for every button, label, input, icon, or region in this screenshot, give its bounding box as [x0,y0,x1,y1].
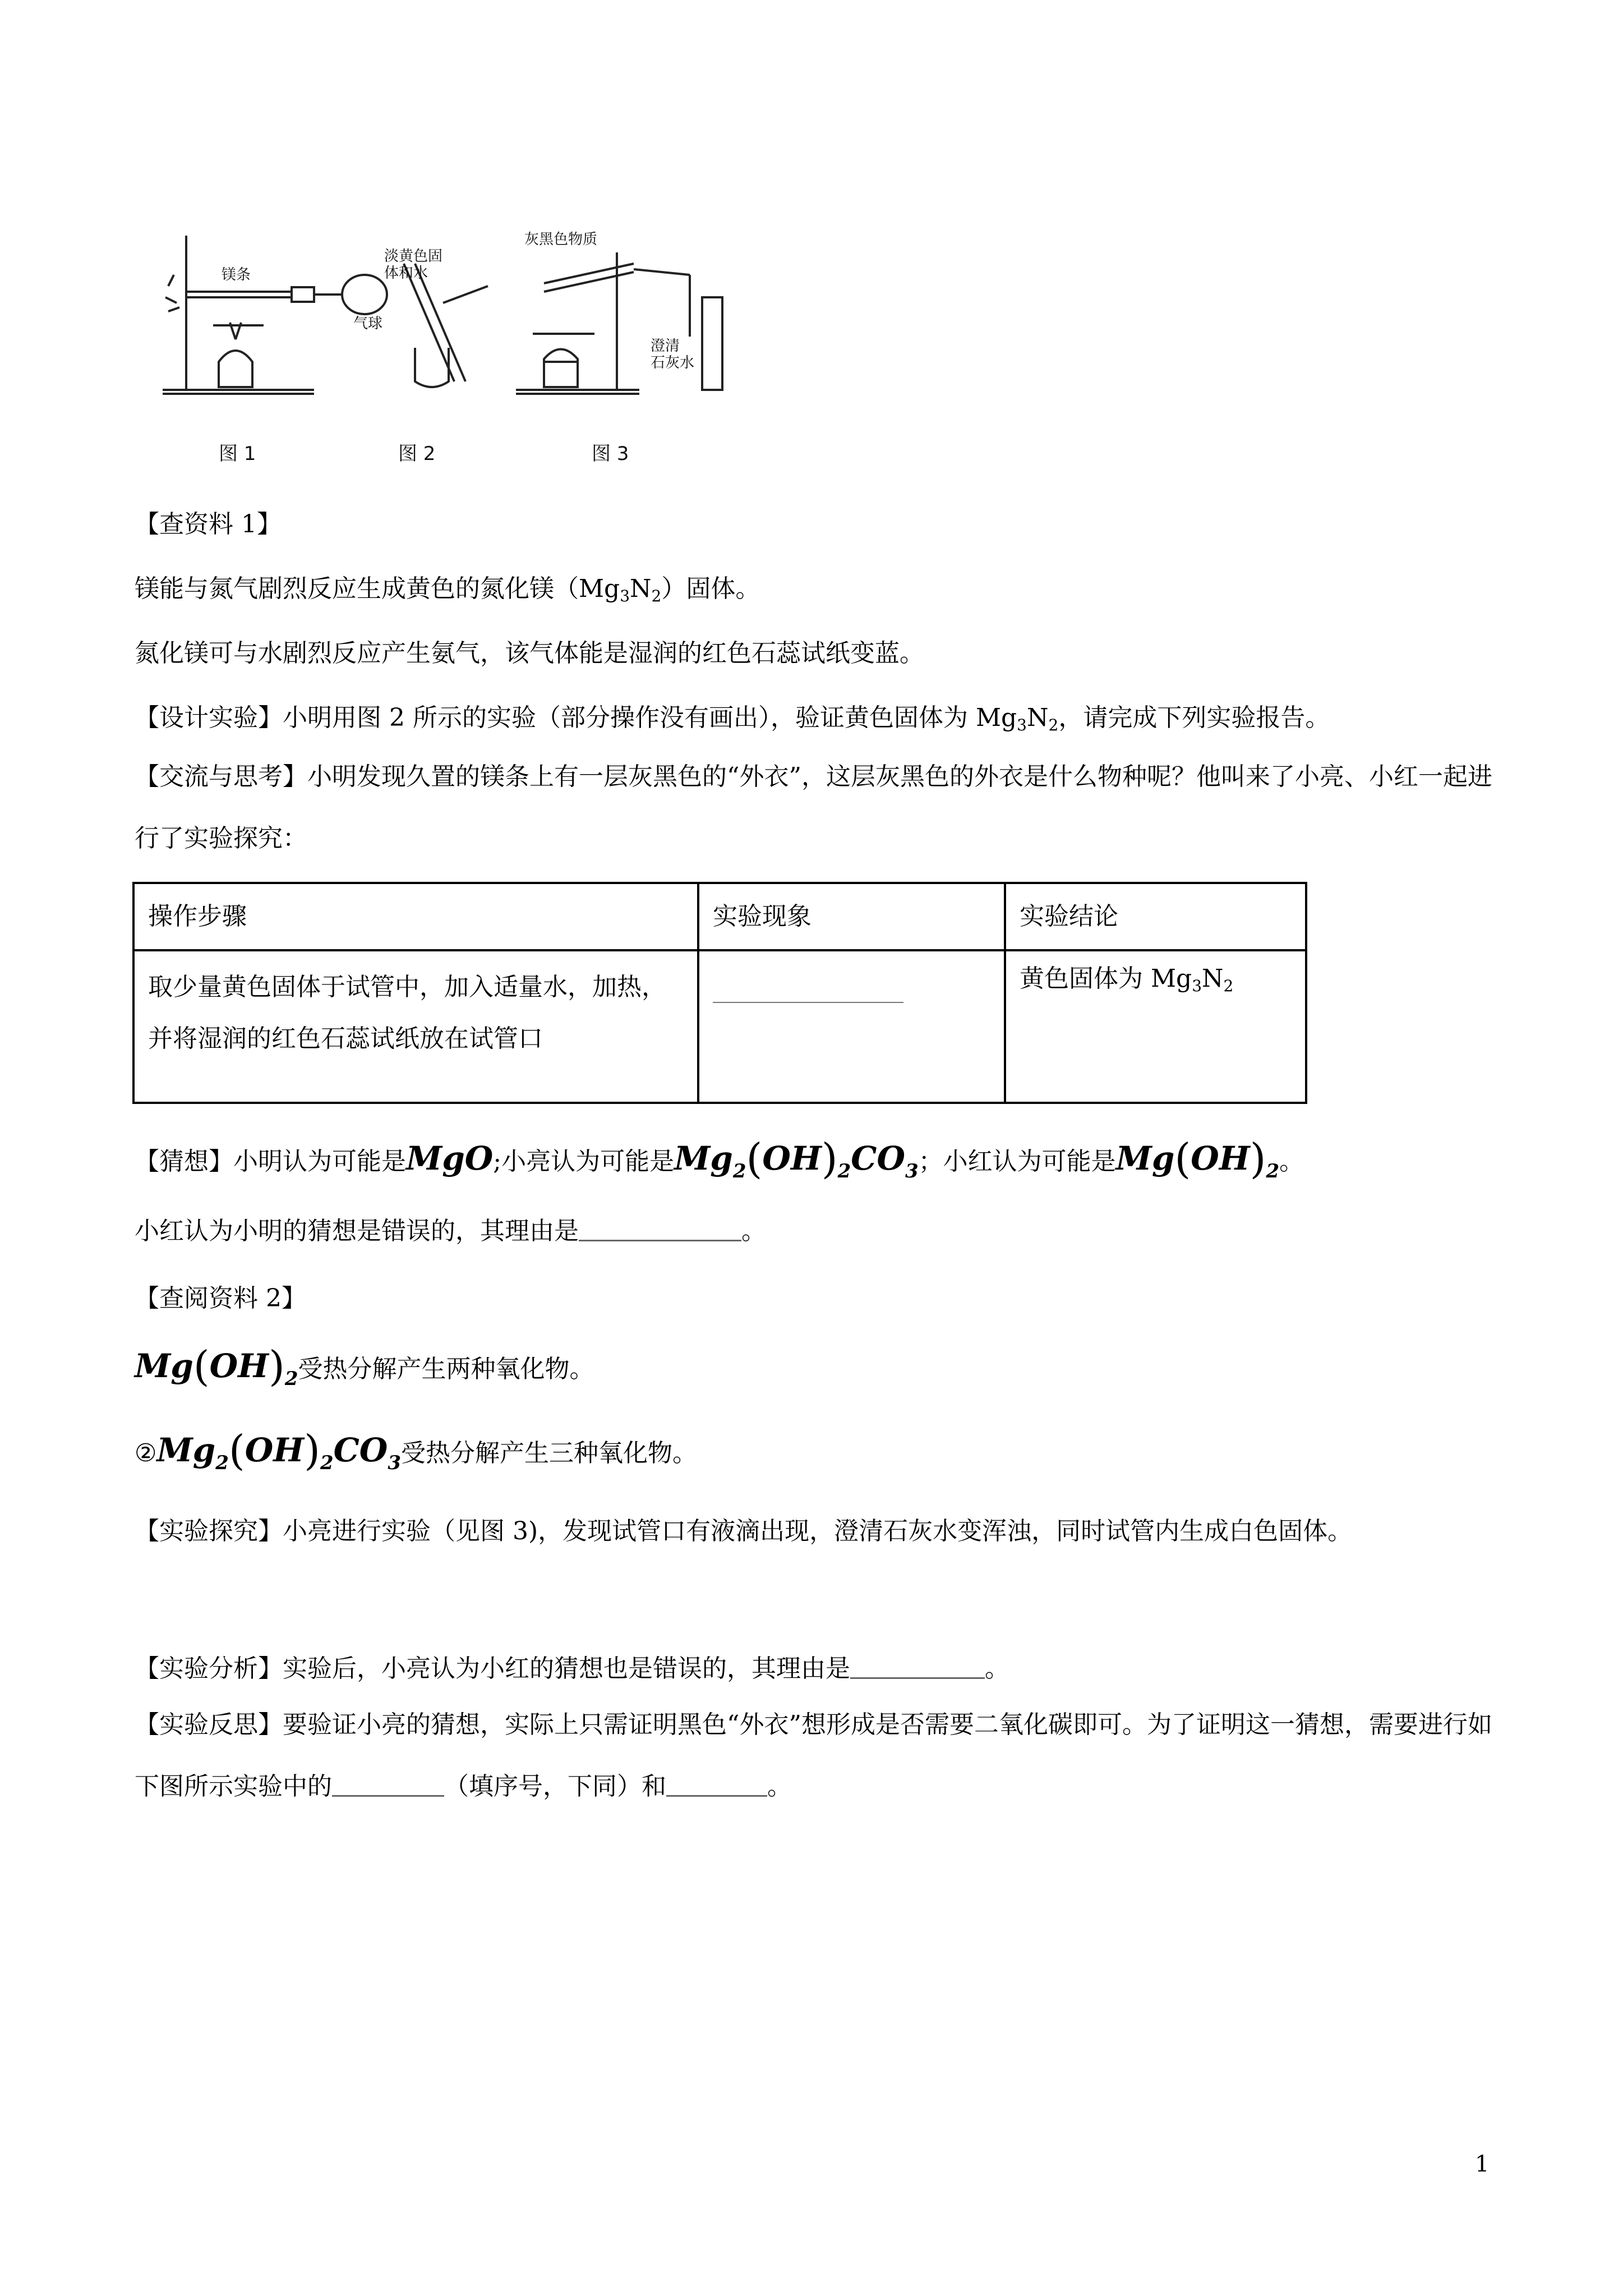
page-number: 1 [1475,2151,1490,2177]
paragraph-hypothesis: 【猜想】小明认为可能是MgO;小亮认为可能是$Mg_2(OH)_2CO_3$；小红认为可能是$Mg(OH)_2$。 [135,1135,1304,1183]
fig2-caption: 图 2 [398,443,436,465]
answer-blank-1[interactable] [579,1217,741,1241]
fig3-label-a: 灰黑色物质 [524,231,598,248]
header-phenomenon: 实验现象 [698,883,1005,950]
header-steps: 操作步骤 [133,883,698,950]
fig1-label-b: 气球 [353,315,383,332]
table-header-row [133,883,1306,950]
fig3-caption: 图 3 [592,443,629,465]
cell-phenomenon-blank[interactable] [698,950,1005,1103]
cell-conclusion: 黄色固体为 $Mg_3N_2$ [1005,950,1306,1103]
answer-blank-4[interactable] [666,1773,767,1797]
paragraph-ammonia: 氮化镁可与水剧烈反应产生氨气，该气体能是湿润的红色石蕊试纸变蓝。 [135,639,924,668]
formula-basic-carbonate: $Mg_2(OH)_2CO_3$ [674,1135,919,1183]
fig2-label-b: 体和水 [384,265,428,282]
formula-hydroxide-2: $Mg(OH)_2$ [135,1342,298,1391]
paragraph-design-experiment: 【设计实验】小明用图 2 所示的实验（部分操作没有画出），验证黄色固体为 $Mg_3N_2$，请完成下列实验报告。 [135,703,1330,734]
cell-step: 取少量黄色固体于试管中，加入适量水，加热，并将湿润的红色石蕊试纸放在试管口 [133,950,698,1103]
header-conclusion: 实验结论 [1005,883,1306,950]
paragraph-magnesium-nitride: 镁能与氮气剧烈反应生成黄色的氮化镁$(Mg_3N_2)$固体。 [135,574,760,605]
fig3-label-b: 澄清 [651,338,680,355]
apparatus-drawing [151,219,740,482]
experiment-report-table [132,882,1307,1104]
table-row [133,950,1306,1103]
fig3-label-c: 石灰水 [651,355,695,371]
heading-data-1: 【查资料 1】 [135,510,282,539]
paragraph-experiment-explore: 【实验探究】小亮进行实验（见图 3)，发现试管口有液滴出现，澄清石灰水变浑浊，同时试管内生成白色固体。 [135,1517,1353,1545]
answer-blank-3[interactable] [332,1773,444,1797]
paragraph-discussion: 【交流与思考】小明发现久置的镁条上有一层灰黑色的“外衣”，这层灰黑色的外衣是什么物种呢？他叫来了小亮、小红一起进行了实验探究： [135,762,1492,853]
heading-data-2: 【查阅资料 2】 [135,1284,306,1313]
formula-basic-carbonate-2: $Mg_2(OH)_2CO_3$ [156,1427,401,1475]
formula-hydroxide: $Mg(OH)_2$ [1115,1135,1280,1183]
formula-mgo: MgO [406,1139,494,1177]
answer-blank-2[interactable] [850,1655,985,1679]
paragraph-carbonate-decomposition: $②Mg_2(OH)_2CO_3$受热分解产生三种氧化物。 [135,1427,697,1475]
fig2-label-a: 淡黄色固 [384,248,443,265]
paragraph-xiaohong-reason: 小红认为小明的猜想是错误的，其理由是 。 [135,1217,766,1245]
apparatus-figure [151,219,740,482]
paragraph-experiment-analysis: 【实验分析】实验后，小亮认为小红的猜想也是错误的，其理由是 。 [135,1654,1009,1683]
paragraph-experiment-reflection: 【实验反思】要验证小亮的猜想，实际上只需证明黑色“外衣”想形成是否需要二氧化碳即可。为了证明这一猜想，需要进行如下图所示实验中的 （填序号，下同）和 。 [135,1710,1492,1801]
fig1-caption: 图 1 [219,443,256,465]
paragraph-hydroxide-decomposition: $Mg(OH)_2$受热分解产生两种氧化物。 [135,1342,594,1391]
fig1-label-a: 镁条 [222,266,251,283]
